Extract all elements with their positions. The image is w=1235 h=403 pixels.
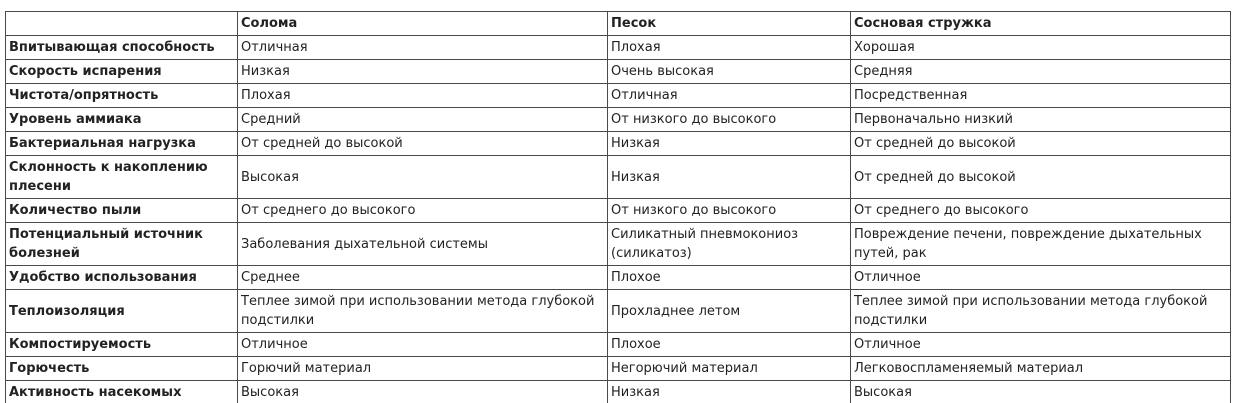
table-cell: Отличное [851, 333, 1231, 357]
table-cell: Первоначально низкий [851, 108, 1231, 132]
table-cell: От средней до высокой [851, 132, 1231, 156]
table-row [6, 223, 1231, 266]
table-row [6, 290, 1231, 333]
header-cell-empty [6, 12, 238, 36]
table-cell: Средний [238, 108, 608, 132]
table-cell: Прохладнее летом [608, 290, 851, 333]
table-row [6, 156, 1231, 199]
table-cell: Негорючий материал [608, 357, 851, 381]
header-cell-pine-shavings: Сосновая стружка [851, 12, 1231, 36]
table-cell: Низкая [608, 381, 851, 403]
row-label: Теплоизоляция [6, 290, 238, 333]
table-cell: Плохое [608, 333, 851, 357]
table-row [6, 357, 1231, 381]
row-label: Склонность к накоплению плесени [6, 156, 238, 199]
row-label: Потенциальный источник болезней [6, 223, 238, 266]
header-cell-sand: Песок [608, 12, 851, 36]
table-cell: Отличное [851, 266, 1231, 290]
table-cell: Плохое [608, 266, 851, 290]
table-cell: От низкого до высокого [608, 199, 851, 223]
table-cell: Легковоспламеняемый материал [851, 357, 1231, 381]
table-cell: Высокая [238, 156, 608, 199]
table-row [6, 266, 1231, 290]
table-cell: Низкая [238, 60, 608, 84]
table-cell: Средняя [851, 60, 1231, 84]
header-row [6, 12, 1231, 36]
row-label: Удобство использования [6, 266, 238, 290]
table-cell: Горючий материал [238, 357, 608, 381]
table-cell: Заболевания дыхательной системы [238, 223, 608, 266]
table-row [6, 381, 1231, 403]
table-cell: От среднего до высокого [238, 199, 608, 223]
row-label: Впитывающая способность [6, 36, 238, 60]
comparison-table [5, 11, 1231, 403]
table-row [6, 132, 1231, 156]
header-cell-straw: Солома [238, 12, 608, 36]
table-cell: Высокая [851, 381, 1231, 403]
row-label: Чистота/опрятность [6, 84, 238, 108]
table-cell: От среднего до высокого [851, 199, 1231, 223]
table-cell: Отличная [608, 84, 851, 108]
table-cell: Хорошая [851, 36, 1231, 60]
table-cell: Очень высокая [608, 60, 851, 84]
table-row [6, 60, 1231, 84]
table-cell: Отличная [238, 36, 608, 60]
table-cell: Повреждение печени, повреждение дыхательных путей, рак [851, 223, 1231, 266]
table-row [6, 199, 1231, 223]
row-label: Количество пыли [6, 199, 238, 223]
row-label: Бактериальная нагрузка [6, 132, 238, 156]
row-label: Активность насекомых [6, 381, 238, 403]
table-cell: Посредственная [851, 84, 1231, 108]
table-cell: От низкого до высокого [608, 108, 851, 132]
row-label: Скорость испарения [6, 60, 238, 84]
table-cell: Низкая [608, 132, 851, 156]
table-cell: Плохая [238, 84, 608, 108]
row-label: Уровень аммиака [6, 108, 238, 132]
table-cell: Теплее зимой при использовании метода глубокой подстилки [238, 290, 608, 333]
table-row [6, 108, 1231, 132]
table-cell: От средней до высокой [851, 156, 1231, 199]
table-row [6, 36, 1231, 60]
row-label: Горючесть [6, 357, 238, 381]
table-cell: Среднее [238, 266, 608, 290]
table-row [6, 333, 1231, 357]
table-cell: Высокая [238, 381, 608, 403]
table-cell: Теплее зимой при использовании метода глубокой подстилки [851, 290, 1231, 333]
table-cell: Силикатный пневмокониоз (силикатоз) [608, 223, 851, 266]
row-label: Компостируемость [6, 333, 238, 357]
table-cell: Низкая [608, 156, 851, 199]
table-cell: Плохая [608, 36, 851, 60]
table-row [6, 84, 1231, 108]
table-cell: От средней до высокой [238, 132, 608, 156]
table-cell: Отличное [238, 333, 608, 357]
